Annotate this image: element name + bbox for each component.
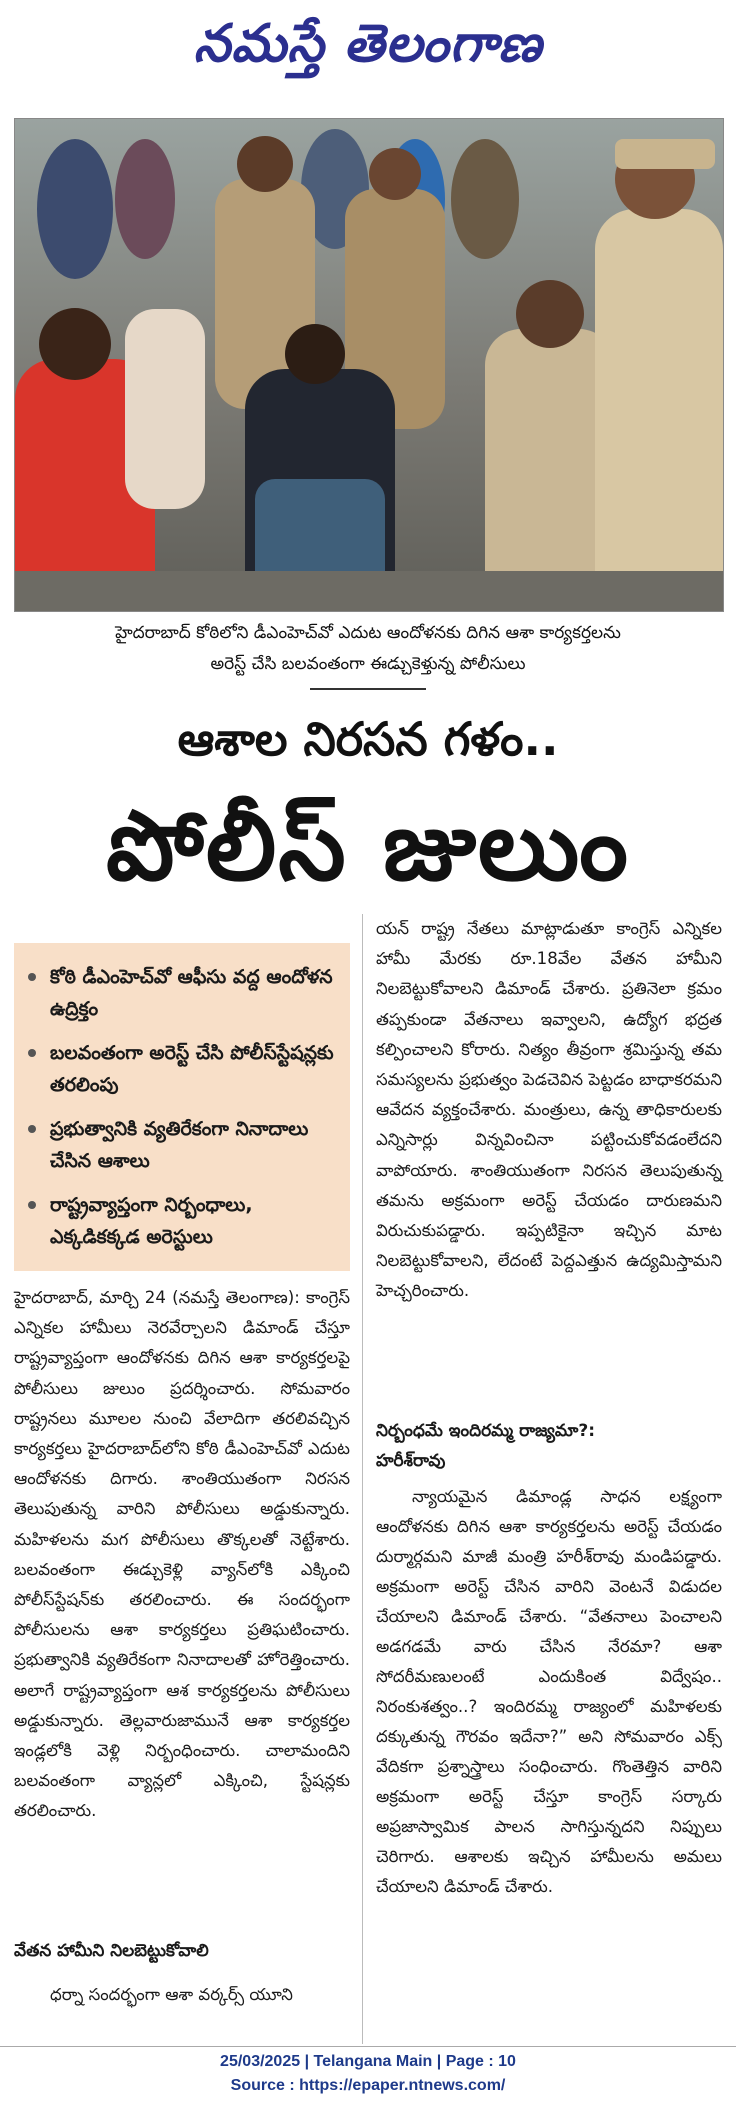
paragraph: హైదరాబాద్, మార్చి 24 (నమస్తే తెలంగాణ): కాంగ్రెస్ ఎన్నికల హామీలు నెరవేర్చాలని డిమాండ్ చేస్తూ రాష్ట్రవ్యాప్తంగా ఆందోళనకు దిగిన ఆశా కార్యకర్తలపై పోలీసులు జులుం ప్రదర్శించారు. సోమవారం రాష్ట్రనలు మూలల నుంచి వేలాదిగా తరలివచ్చిన కార్యకర్తలు హైదరాబాద్‌లోని కోఠి డీఎంహెచ్‌వో ఎదుట ఆందోళనకు దిగారు. శాంతియుతంగా నిరసన తెలుపుతున్న వారిని పోలీసులు అడ్డుకున్నారు. మహిళలను మగ పోలీసులు తొక్కలతో నెట్టేశారు. బలవంతంగా ఈడ్చుకెళ్లి వ్యాన్‌లోకి ఎక్కించి పోలీస్‌స్టేషన్‌కు తరలించారు. ఈ సందర్భంగా పోలీసులను ఆశా కార్యకర్తలు ప్రతిఘటించారు. ప్రభుత్వానికి వ్యతిరేకంగా నినాదాలతో హోరెత్తించారు. అలాగే రాష్ట్రవ్యాప్తంగా ఆశ కార్యకర్తలను పోలీసులు అడ్డుకున్నారు. తెల్లవారుజామునే ఆశా కార్యకర్తల ఇండ్లలోకి వెళ్లి నిర్బంధించారు. చాలామందిని బలవంతంగా వ్యాన్లలో ఎక్కించి, స్టేషన్లకు తరలించారు. xyxy=(14,1288,350,1821)
subheading-wage-promise: వేతన హామీని నిలబెట్టుకోవాలి xyxy=(14,1941,209,1961)
subheading-line-2: హరీశ్‌రావు xyxy=(376,1451,446,1471)
footer xyxy=(0,2050,736,2098)
article-body-left xyxy=(14,1283,350,1827)
footer-date-page: 25/03/2025 | Telangana Main | Page : 10 xyxy=(220,2053,516,2070)
headline-main: పోలీస్ జులుం xyxy=(106,790,630,902)
masthead-logo xyxy=(0,0,736,100)
bullet-icon xyxy=(28,1049,36,1057)
paragraph: యన్ రాష్ట్ర నేతలు మాట్లాడుతూ కాంగ్రెస్ ఎన్నికల హామీ మేరకు రూ.18వేల వేతన హామీని నిలబెట్టుకోవాలని డిమాండ్ చేశారు. ప్రతినెలా క్రమం తప్పకుండా వేతనాలు ఇవ్వాలని, ఉద్యోగ భద్రత కల్పించాలని కోరారు. నిత్యం తీవ్రంగా శ్రమిస్తున్న తమ సమస్యలను ప్రభుత్వం పెడచెవిన పెట్టడం బాధాకరమని ఆవేదన వ్యక్తంచేశారు. మంత్రులు, ఉన్న తాధికారులకు ఎన్నిసార్లు విన్నవించినా పట్టించుకోవడంలేదని వాపోయారు. శాంతియుతంగా నిరసన తెలుపుతున్న తమను అక్రమంగా అరెస్ట్ చేయడం దారుణమని విరుచుకుపడ్డారు. ఇప్పటికైనా ఇచ్చిన మాట నిలబెట్టుకోవాలని, లేదంటే పెద్దఎత్తున ఉద్యమిస్తామని హెచ్చరించారు. xyxy=(376,919,722,1301)
footer-source-link[interactable]: Source : https://epaper.ntnews.com/ xyxy=(230,2077,506,2094)
paragraph: న్యాయమైన డిమాండ్ల సాధన లక్ష్యంగా ఆందోళనకు దిగిన ఆశా కార్యకర్తలను అరెస్ట్ చేయడం దుర్మార్గమని మాజీ మంత్రి హరీశ్‌రావు మండిపడ్డారు. అక్రమంగా అరెస్ట్ చేసిన వారిని వెంటనే విడుదల చేయాలని డిమాండ్ చేశారు. “వేతనాలు పెంచాలని అడగడమే వారు చేసిన నేరమా? ఆశా సోదరీమణులంటే ఎందుకింత విద్వేషం.. నిరంకుశత్వం..? ఇందిరమ్మ రాజ్యంలో మహిళలకు దక్కుతున్న గౌరవం ఇదేనా?” అని సోమవారం ఎక్స్ వేదికగా ప్రశ్నాస్త్రాలు సంధించారు. గొంతెత్తిన వారిని అక్రమంగా అరెస్ట్ చేస్తూ కాంగ్రెస్ సర్కారు అప్రజాస్వామిక పాలన సాగిస్తున్నదని నిప్పులు చెరిగారు. ఆశాలకు ఇచ్చిన హామీలను అమలు చేయాలని డిమాండ్ చేశారు. xyxy=(376,1487,722,1896)
paragraph: ధర్నా సందర్భంగా ఆశా వర్కర్స్ యూని xyxy=(50,1985,293,2004)
newspaper-title: నమస్తే తెలంగాణ xyxy=(193,13,543,74)
highlight-item: కోఠి డీఎంహెచ్‌వో ఆఫీసు వద్ద ఆందోళన ఉద్రిక్తం xyxy=(26,961,340,1025)
caption-line-1: హైదరాబాద్ కోఠిలోని డీఎంహెచ్‌వో ఎదుట ఆందోళనకు దిగిన ఆశా కార్యకర్తలను xyxy=(115,623,621,643)
highlights-box xyxy=(14,943,350,1271)
footer-divider xyxy=(0,2046,736,2047)
news-photo xyxy=(14,118,724,612)
protest-photo-icon xyxy=(15,119,723,611)
article-body-right xyxy=(376,914,722,1307)
article-section-harish xyxy=(376,1416,722,1902)
subheading-line-1: నిర్బంధమే ఇందిరమ్మ రాజ్యమా?: xyxy=(376,1421,596,1441)
bullet-icon xyxy=(28,1125,36,1133)
headline-kicker: ఆశాల నిరసన గళం.. xyxy=(177,712,559,766)
column-divider xyxy=(362,914,363,2044)
highlight-item: రాష్ట్రవ్యాప్తంగా నిర్బంధాలు, ఎక్కడికక్కడ అరెస్టులు xyxy=(26,1189,340,1253)
bullet-icon xyxy=(28,973,36,981)
bullet-icon xyxy=(28,1201,36,1209)
highlight-item: బలవంతంగా అరెస్ట్ చేసి పోలీస్‌స్టేషన్లకు తరలింపు xyxy=(26,1037,340,1101)
photo-caption xyxy=(14,618,722,680)
highlight-item: ప్రభుత్వానికి వ్యతిరేకంగా నినాదాలు చేసిన ఆశాలు xyxy=(26,1113,340,1177)
caption-divider xyxy=(310,688,426,690)
caption-line-2: అరెస్ట్ చేసి బలవంతంగా ఈడ్చుకెళ్తున్న పోలీసులు xyxy=(210,654,526,674)
